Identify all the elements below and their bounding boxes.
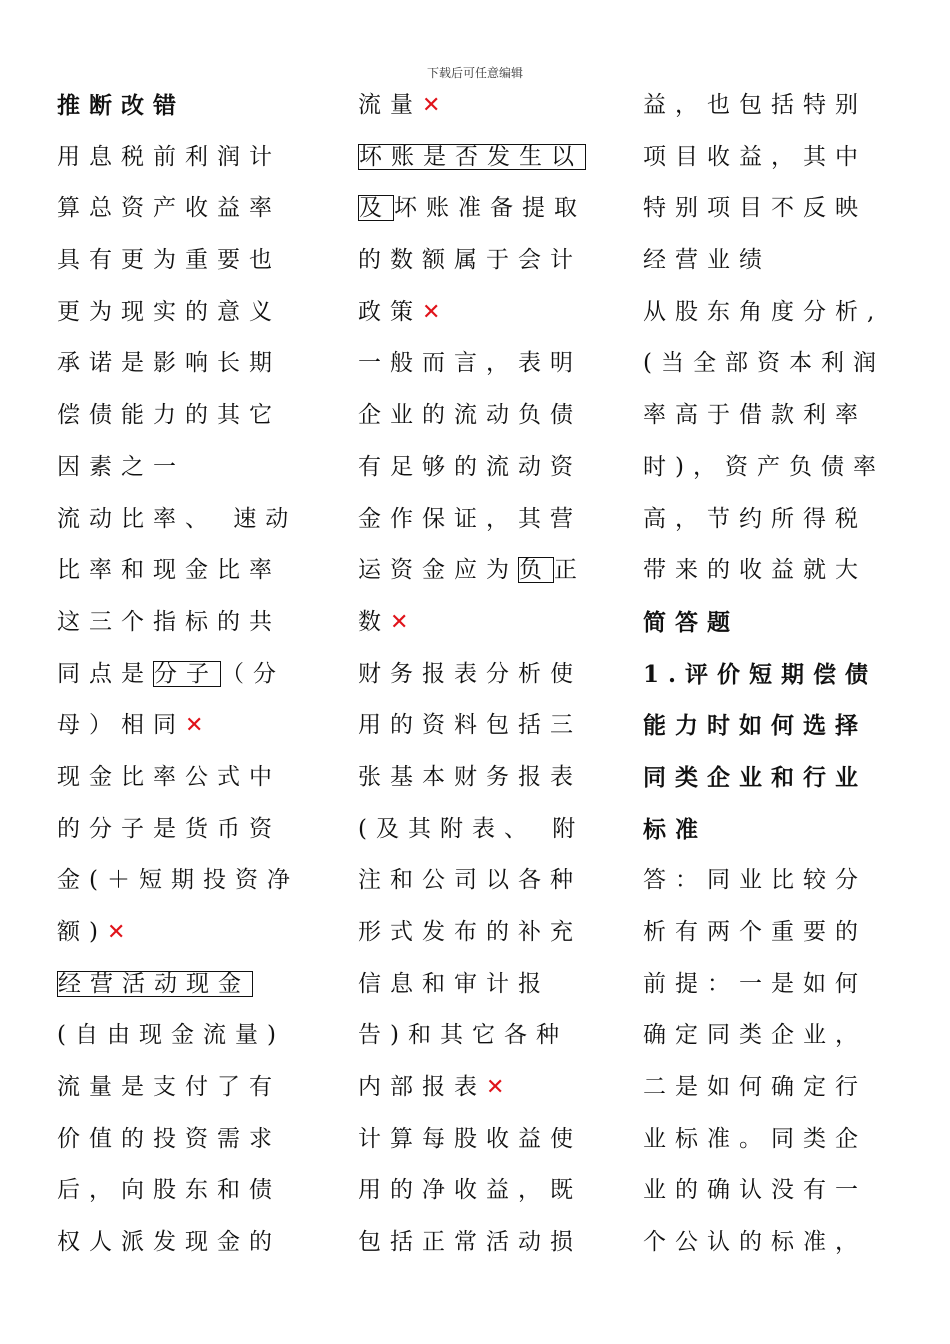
text-line: 财务报表分析使 xyxy=(358,660,582,687)
text-line: 项目收益，其中 xyxy=(643,143,867,170)
question-title: 同类企业和行业 xyxy=(643,763,867,791)
boxed-word: 分子 xyxy=(153,661,221,687)
text-line: 金(＋短期投资净 xyxy=(57,867,299,894)
text-line: 带来的收益就大 xyxy=(643,557,867,584)
text-line: 益，也包括特别 xyxy=(643,92,867,118)
text-line: 用的净收益，既 xyxy=(358,1177,582,1204)
text-line: 个公认的标准， xyxy=(643,1229,867,1256)
text-segment: 母）相同 xyxy=(57,712,185,739)
text-line: 时)，资产负债率 xyxy=(643,453,885,480)
text-line xyxy=(358,1062,598,1114)
text-line: 率高于借款利率 xyxy=(643,402,867,429)
text-segment: 运资金应为 xyxy=(358,557,518,584)
text-segment: 内部报表 xyxy=(358,1074,486,1101)
text-line: 前提：一是如何 xyxy=(643,970,867,997)
text-line: 高，节约所得税 xyxy=(643,505,867,532)
text-line: 偿债能力的其它 xyxy=(57,402,281,429)
red-x-icon: ✕ xyxy=(106,920,135,945)
boxed-word: 坏账是否发生以 xyxy=(358,144,586,170)
text-line: 告)和其它各种 xyxy=(358,1022,568,1049)
text-line: 计算每股收益使 xyxy=(358,1125,582,1152)
section-heading: 推断改错 xyxy=(57,92,185,119)
text-line: 特别项目不反映 xyxy=(643,195,867,222)
text-line: 张基本财务报表 xyxy=(358,763,582,790)
text-line xyxy=(358,287,598,339)
question-title: 标准 xyxy=(643,815,707,843)
text-line xyxy=(57,700,312,752)
text-line: 析有两个重要的 xyxy=(643,919,867,945)
red-x-icon: ✕ xyxy=(390,609,418,635)
text-line: 形式发布的补充 xyxy=(358,919,582,945)
section-heading: 简答题 xyxy=(643,608,739,636)
text-line: 更为现实的意义 xyxy=(57,298,281,325)
text-line: 这三个指标的共 xyxy=(57,608,281,635)
text-line: 业标准。同类企 xyxy=(643,1125,867,1152)
text-line: 包括正常活动损 xyxy=(358,1229,582,1256)
text-line: 流量是支付了有 xyxy=(57,1074,281,1101)
text-line: 二是如何确定行 xyxy=(643,1074,867,1101)
text-line: 金作保证，其营 xyxy=(358,505,582,532)
text-line: 确定同类企业， xyxy=(643,1022,867,1049)
column-1 xyxy=(57,80,312,1269)
text-line: (当全部资本利润 xyxy=(643,350,885,377)
text-line: 用息税前利润计 xyxy=(57,143,281,170)
text-line: 从股东角度分析, xyxy=(643,298,884,325)
text-line: 的数额属于会计 xyxy=(358,247,582,274)
text-line: 的分子是货币资 xyxy=(57,815,281,842)
text-line: 价值的投资需求 xyxy=(57,1125,281,1152)
text-line xyxy=(57,959,312,1011)
text-line: 后，向股东和债 xyxy=(57,1177,281,1204)
text-line: (及其附表、 附 xyxy=(358,815,585,842)
text-segment: 正 xyxy=(554,557,586,584)
text-segment: 数 xyxy=(358,608,390,635)
text-line: 权人派发现金的 xyxy=(57,1229,281,1256)
boxed-word: 负 xyxy=(518,557,554,583)
text-line: 现金比率公式中 xyxy=(57,763,281,790)
text-line xyxy=(358,183,598,235)
red-x-icon: ✕ xyxy=(422,93,450,118)
text-segment: 坏账准备提取 xyxy=(394,195,586,222)
red-x-icon: ✕ xyxy=(486,1075,514,1101)
column-3 xyxy=(643,80,898,1269)
red-x-icon: ✕ xyxy=(422,299,450,325)
text-line: 有足够的流动资 xyxy=(358,453,582,480)
text-segment: 同点是 xyxy=(57,660,153,687)
question-title: 能力时如何选择 xyxy=(643,712,867,740)
text-line xyxy=(57,649,312,701)
text-line: 流动比率、 速动 xyxy=(57,505,298,532)
text-line xyxy=(358,545,598,597)
text-line xyxy=(358,597,598,649)
text-line xyxy=(358,132,598,184)
text-line: 一般而言，表明 xyxy=(358,350,582,377)
text-line: 用的资料包括三 xyxy=(358,712,582,739)
question-title: 1.评价短期偿债 xyxy=(643,660,878,688)
text-line: 具有更为重要也 xyxy=(57,247,281,274)
text-line: 因素之一 xyxy=(57,453,185,480)
boxed-word: 经营活动现金 xyxy=(57,971,253,997)
text-line: 业的确认没有一 xyxy=(643,1177,867,1204)
text-line: 企业的流动负债 xyxy=(358,402,582,429)
text-line xyxy=(358,80,598,132)
text-line: 算总资产收益率 xyxy=(57,195,281,222)
text-segment: 流量 xyxy=(358,92,422,118)
text-line: 比率和现金比率 xyxy=(57,557,281,584)
text-line xyxy=(57,907,312,959)
text-line: 注和公司以各种 xyxy=(358,867,582,894)
text-segment: 额) xyxy=(57,919,107,945)
boxed-word: 及 xyxy=(358,195,394,221)
text-line: (自由现金流量) xyxy=(57,1022,285,1049)
page-header: 下载后可任意编辑 xyxy=(426,66,523,80)
text-segment: 政策 xyxy=(358,298,422,325)
column-2 xyxy=(358,80,598,1269)
text-line: 信息和审计报 xyxy=(358,970,550,997)
text-line: 承诺是影响长期 xyxy=(57,350,281,377)
text-segment: （分 xyxy=(221,660,285,687)
text-line: 经营业绩 xyxy=(643,247,771,274)
text-line: 答：同业比较分 xyxy=(643,867,867,894)
red-x-icon: ✕ xyxy=(185,713,213,739)
